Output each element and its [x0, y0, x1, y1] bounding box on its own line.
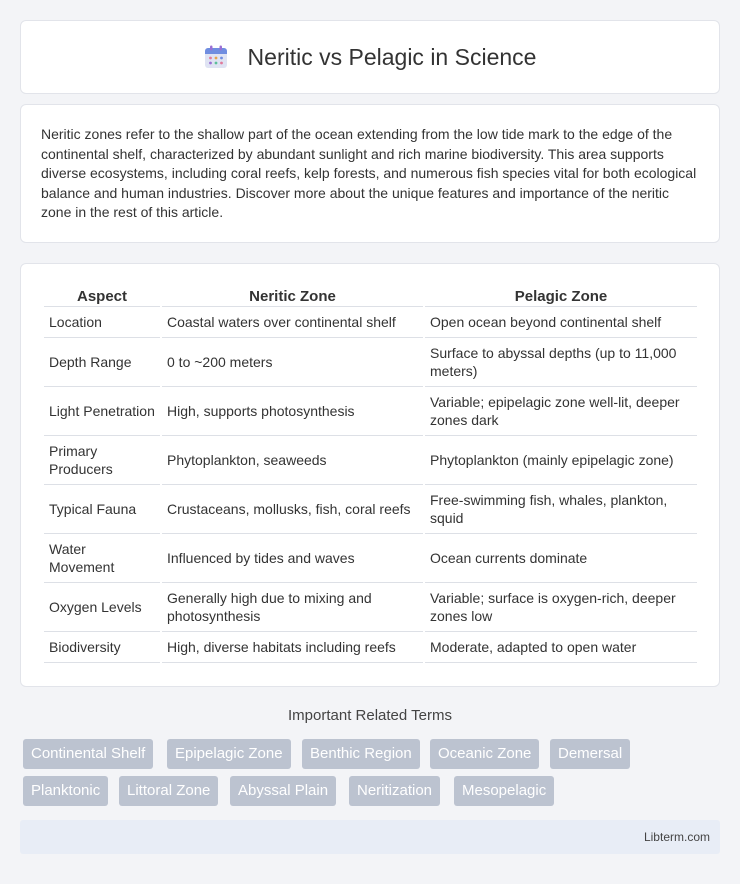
table-cell: Variable; surface is oxygen-rich, deeper zones low [425, 583, 697, 632]
table-cell: Free-swimming fish, whales, plankton, squid [425, 485, 697, 534]
tag-mesopelagic[interactable]: Mesopelagic [454, 776, 554, 806]
column-header-neritic: Neritic Zone [162, 284, 423, 307]
intro-paragraph: Neritic zones refer to the shallow part of the ocean extending from the low tide mark to the edge of the continental shelf, characterized by abundant sunlight and rich marine biodiversity. This area supports diverse ecosystems, including coral reefs, kelp forests, and numerous fish species vital for both ecological balance and human industries. Discover more about the unique features and importance of the neritic zone in the rest of this article. [41, 126, 697, 220]
tag-continental-shelf[interactable]: Continental Shelf [23, 739, 153, 769]
tag-demersal[interactable]: Demersal [550, 739, 630, 769]
tag-oceanic-zone[interactable]: Oceanic Zone [430, 739, 539, 769]
table-header-row [44, 284, 697, 307]
table-cell: Variable; epipelagic zone well-lit, deeper zones dark [425, 387, 697, 436]
column-header-pelagic: Pelagic Zone [425, 284, 697, 307]
intro-card [20, 104, 720, 243]
table-cell: Moderate, adapted to open water [425, 632, 697, 663]
table-row [44, 485, 697, 534]
related-terms-heading: Important Related Terms [288, 707, 452, 724]
table-cell: Phytoplankton (mainly epipelagic zone) [425, 436, 697, 485]
table-row [44, 307, 697, 338]
table-row [44, 387, 697, 436]
tag-neritization[interactable]: Neritization [349, 776, 440, 806]
table-cell: Light Penetration [44, 387, 160, 436]
comparison-card [20, 263, 720, 687]
table-cell: Biodiversity [44, 632, 160, 663]
tag-benthic-region[interactable]: Benthic Region [302, 739, 420, 769]
table-cell: Surface to abyssal depths (up to 11,000 meters) [425, 338, 697, 387]
table-cell: Primary Producers [44, 436, 160, 485]
footer [20, 820, 720, 854]
tag-planktonic[interactable]: Planktonic [23, 776, 108, 806]
table-cell: Phytoplankton, seaweeds [162, 436, 423, 485]
table-cell: Oxygen Levels [44, 583, 160, 632]
column-header-aspect: Aspect [44, 284, 160, 307]
comparison-table [42, 284, 699, 663]
table-cell: 0 to ~200 meters [162, 338, 423, 387]
table-row [44, 632, 697, 663]
tag-epipelagic-zone[interactable]: Epipelagic Zone [167, 739, 291, 769]
table-cell: Depth Range [44, 338, 160, 387]
header-card [20, 20, 720, 94]
page-title: Neritic vs Pelagic in Science [247, 43, 537, 70]
table-cell: High, diverse habitats including reefs [162, 632, 423, 663]
footer-site-link[interactable]: Libterm.com [643, 830, 710, 844]
table-cell: High, supports photosynthesis [162, 387, 423, 436]
table-cell: Open ocean beyond continental shelf [425, 307, 697, 338]
tag-littoral-zone[interactable]: Littoral Zone [119, 776, 218, 806]
table-cell: Location [44, 307, 160, 338]
table-cell: Water Movement [44, 534, 160, 583]
table-cell: Typical Fauna [44, 485, 160, 534]
table-cell: Crustaceans, mollusks, fish, coral reefs [162, 485, 423, 534]
table-cell: Coastal waters over continental shelf [162, 307, 423, 338]
table-cell: Influenced by tides and waves [162, 534, 423, 583]
tag-abyssal-plain[interactable]: Abyssal Plain [230, 776, 336, 806]
table-cell: Generally high due to mixing and photosynthesis [162, 583, 423, 632]
table-row [44, 534, 697, 583]
table-row [44, 583, 697, 632]
table-row [44, 436, 697, 485]
table-cell: Ocean currents dominate [425, 534, 697, 583]
calendar-icon [204, 45, 228, 69]
table-row [44, 338, 697, 387]
